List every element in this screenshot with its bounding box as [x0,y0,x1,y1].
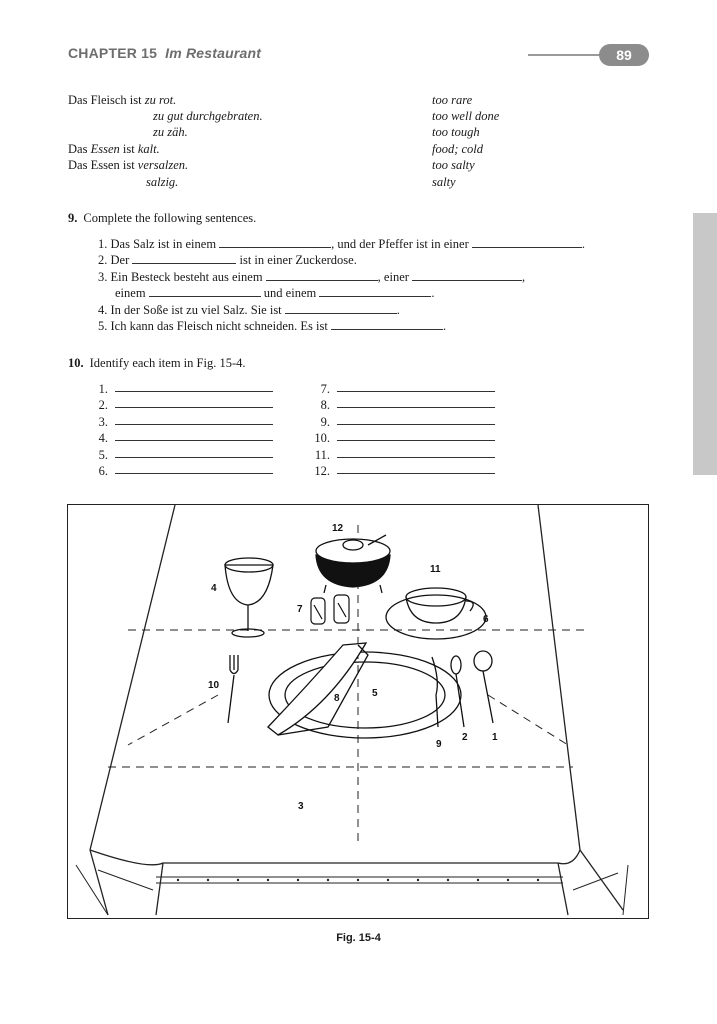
vocab-translation: too tough [432,125,480,139]
answer-blank[interactable] [115,457,273,458]
exercise-10-number: 10. [68,356,84,370]
vocab-row: Das Essen ist versalzen. [68,158,189,172]
answer-blank[interactable] [319,285,431,297]
answer-blank[interactable] [115,424,273,425]
salt-pepper-illustration [311,595,349,624]
exercise-9-instruction: Complete the following sentences. [83,211,257,225]
answer-blank[interactable] [337,457,495,458]
header-rule [528,54,608,56]
item-number: 10. [314,431,330,445]
page-number-badge: 89 [599,44,649,66]
tablecloth-dots [177,879,539,881]
figure-label: 3 [298,801,304,812]
exercise-10-heading [68,356,246,371]
wine-glass-illustration [225,558,273,637]
vocab-row: salzig. [146,175,179,189]
answer-blank[interactable] [132,252,236,264]
side-thumb-tab [693,213,717,475]
exercise-9-item-5: 5. Ich kann das Fleisch nicht schneiden. Es ist . [98,319,447,333]
answer-blank[interactable] [285,302,397,314]
item-number: 1. [98,382,108,396]
figure-label: 5 [372,688,378,699]
answer-blank[interactable] [149,285,261,297]
answer-blank[interactable] [115,473,273,474]
item-number: 7. [320,382,330,396]
figure-label: 11 [430,564,441,575]
figure-label: 8 [334,693,340,704]
figure-label: 1 [492,732,498,743]
item-number: 5. [98,448,108,462]
vocab-translation: salty [432,175,456,189]
exercise-9-item-3: 3. Ein Besteck besteht aus einem , einer , [98,270,526,284]
figure-label: 10 [208,680,220,691]
answer-blank[interactable] [337,407,495,408]
answer-blank[interactable] [337,391,495,392]
exercise-9-item-1: 1. Das Salz ist in einem , und der Pfeffer ist in einer . [98,237,585,251]
chapter-title: Im Restaurant [165,45,262,61]
item-number: 9. [320,415,330,429]
answer-blank[interactable] [337,473,495,474]
figure-label: 4 [211,583,217,594]
item-number: 4. [98,431,108,445]
chapter-number: CHAPTER 15 [68,45,158,61]
exercise-9-item-2: 2. Der ist in einer Zuckerdose. [98,253,357,267]
answer-blank[interactable] [115,407,273,408]
exercise-9-number: 9. [68,211,78,225]
exercise-9-heading [68,211,256,226]
vocab-translation: too well done [432,109,500,123]
figure-label: 12 [332,523,344,534]
figure-label: 9 [436,739,442,750]
figure-caption: Fig. 15-4 [336,932,381,944]
item-number: 2. [98,398,108,412]
answer-blank[interactable] [266,269,378,281]
answer-blank[interactable] [412,269,522,281]
answer-blank[interactable] [337,424,495,425]
item-number: 8. [320,398,330,412]
vocab-row: zu gut durchgebraten. [153,109,263,123]
answer-blank[interactable] [337,440,495,441]
answer-blank[interactable] [115,440,273,441]
item-number: 6. [98,464,108,478]
answer-blank[interactable] [115,391,273,392]
vocab-row: Das Essen ist kalt. [68,142,160,156]
figure-label: 7 [297,604,303,615]
item-number: 3. [98,415,108,429]
item-number: 12. [314,464,330,478]
answer-blank[interactable] [331,318,443,330]
answer-blank[interactable] [472,236,582,248]
vocab-translation: too salty [432,158,475,172]
figure-label: 6 [483,614,489,625]
sugar-bowl-illustration [316,535,390,593]
answer-blank[interactable] [219,236,331,248]
exercise-10-instruction: Identify each item in Fig. 15-4. [89,356,246,370]
item-number: 11. [314,448,330,462]
exercise-9-item-3-cont: einem und einem . [115,286,435,300]
chapter-heading [68,45,261,61]
vocab-row: zu zäh. [153,125,188,139]
vocab-translation: food; cold [432,142,484,156]
figure-label: 2 [462,732,468,743]
exercise-9-item-4: 4. In der Soße ist zu viel Salz. Sie ist . [98,303,400,317]
vocab-translation: too rare [432,93,473,107]
table-setting-illustration [68,505,648,918]
vocab-row: Das Fleisch ist zu rot. [68,93,177,107]
cup-saucer-illustration [386,588,486,639]
